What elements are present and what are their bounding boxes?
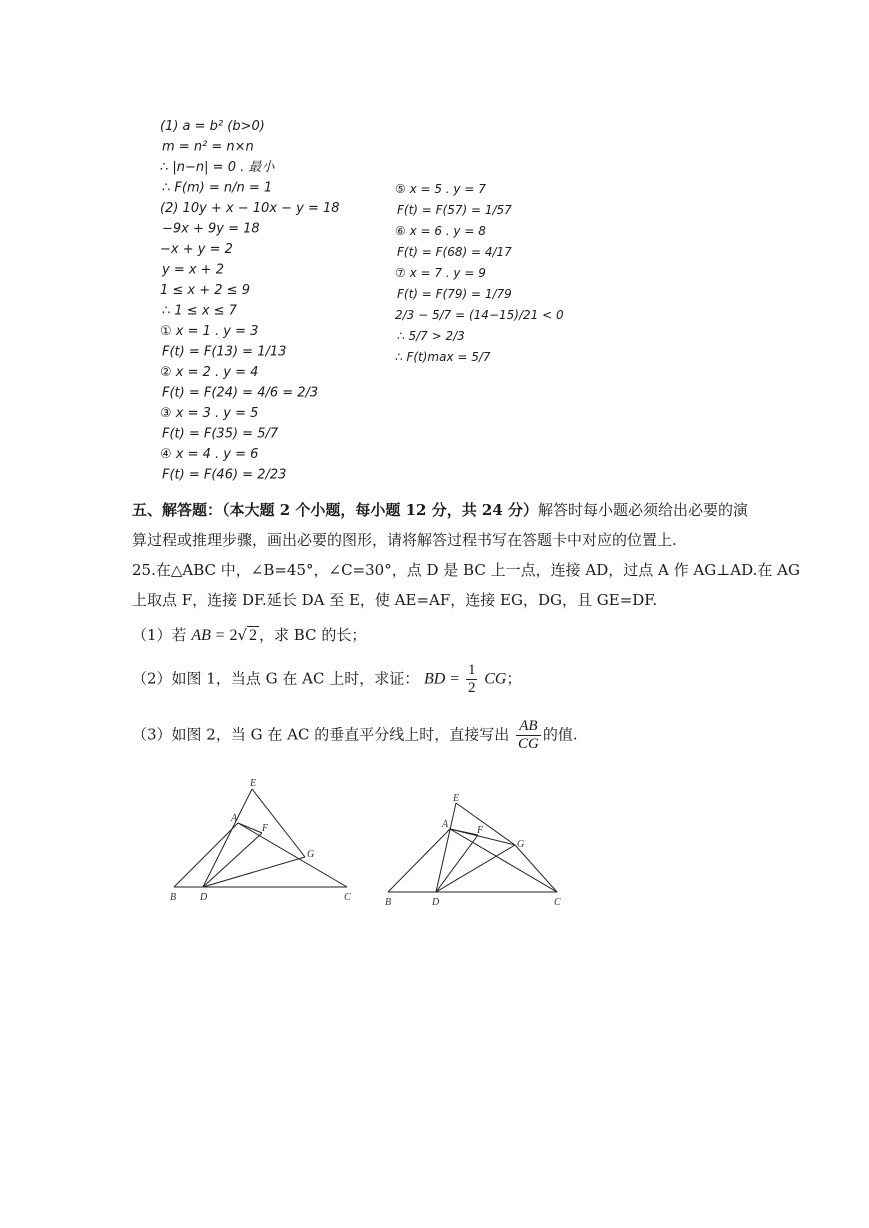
- hw-left-line: F(t) = F(24) = 4/6 = 2/3: [162, 385, 319, 401]
- fig1-line-df: [203, 833, 262, 887]
- hw-right-line: ∴ 5/7 > 2/3: [397, 329, 465, 343]
- fig1-line-dg: [203, 857, 305, 887]
- fig1-line-ba: [174, 823, 238, 887]
- q2-num: 1: [467, 662, 476, 678]
- question-3: [132, 718, 578, 753]
- q1-prefix: （1）若: [132, 626, 187, 644]
- hw-left-line: (2) 10y + x − 10x − y = 18: [160, 201, 340, 216]
- hw-left-line: (1) a = b² (b>0): [160, 119, 265, 134]
- fig2-line-dg: [436, 845, 515, 892]
- hw-left-line: ② x = 2 . y = 4: [160, 365, 259, 380]
- hw-right-line: ⑤ x = 5 . y = 7: [395, 182, 486, 196]
- hw-left-line: −x + y = 2: [160, 242, 233, 257]
- handwriting-left-column: [160, 119, 340, 483]
- fig1-line-af: [238, 823, 262, 833]
- q3-fraction: [516, 718, 541, 753]
- hw-left-line: −9x + 9y = 18: [162, 221, 260, 237]
- fig2-label-c: C: [554, 897, 561, 908]
- fig2-label-d: D: [432, 897, 440, 908]
- hw-right-line: ⑥ x = 6 . y = 8: [395, 224, 486, 238]
- section-instruction-2: 算过程或推理步骤，画出必要的图形，请将解答过程书写在答题卡中对应的位置上.: [132, 531, 677, 549]
- fig1-label-e: E: [250, 778, 257, 789]
- fig2-line-ac: [450, 829, 557, 892]
- hw-left-line: ∴ F(m) = n/n = 1: [162, 180, 273, 196]
- handwritten-answer-image: [150, 110, 570, 495]
- section-instruction-1: 解答时每小题必须给出必要的演: [538, 501, 749, 519]
- hw-left-line: ④ x = 4 . y = 6: [160, 447, 259, 462]
- q3-den: CG: [518, 736, 539, 752]
- q3-suffix: 的值.: [542, 725, 578, 744]
- fig2-label-f: F: [477, 825, 484, 836]
- hw-left-line: m = n² = n×n: [162, 139, 254, 155]
- fig1-label-c: C: [344, 892, 351, 903]
- handwriting-right-column: [395, 182, 564, 364]
- fig1-label-a: A: [231, 813, 238, 824]
- q2-prefix: （2）如图 1，当点 G 在 AC 上时，求证：: [132, 669, 420, 688]
- q1-lhs: AB: [191, 627, 211, 644]
- section-heading: 五、解答题：（本大题 2 个小题，每小题 12 分，共 24 分）: [132, 501, 539, 519]
- hw-left-line: 1 ≤ x + 2 ≤ 9: [160, 283, 250, 298]
- q2-suffix: ；: [506, 669, 522, 688]
- fig2-label-g: G: [517, 839, 525, 850]
- fig1-label-d: D: [200, 892, 208, 903]
- q1-eq: =: [215, 627, 225, 644]
- problem-stem-1: 25.在△ABC 中，∠B=45°，∠C=30°，点 D 是 BC 上一点，连接 AD，过点 A 作 AG⊥AD.在 AG: [132, 561, 800, 579]
- fig2-label-b: B: [385, 897, 392, 908]
- handwriting-canvas: [150, 110, 570, 495]
- fig2-line-eg: [456, 803, 515, 845]
- q2-eq: =: [450, 670, 460, 688]
- figure-2-labels: [385, 793, 561, 908]
- hw-left-line: F(t) = F(35) = 5/7: [162, 426, 279, 442]
- question-1: （1）若 AB = 2√ 2 ，求 BC 的长；: [132, 626, 367, 644]
- figure-2: [388, 803, 557, 892]
- fig2-line-gc: [515, 845, 557, 892]
- fig1-label-g: G: [307, 849, 315, 860]
- hw-left-line: ∴ |n−n| = 0 . 最小: [160, 160, 275, 175]
- figure-1: [174, 789, 347, 887]
- hw-right-line: F(t) = F(57) = 1/57: [397, 203, 512, 217]
- fig1-label-f: F: [262, 823, 269, 834]
- hw-left-line: F(t) = F(13) = 1/13: [162, 344, 287, 360]
- hw-left-line: ∴ 1 ≤ x ≤ 7: [162, 303, 237, 319]
- q2-rhs: CG: [484, 670, 507, 688]
- q1-suffix: ，求 BC 的长；: [259, 626, 367, 644]
- figures-canvas: [160, 775, 580, 915]
- q3-prefix: （3）如图 2，当 G 在 AC 的垂直平分线上时，直接写出: [132, 725, 510, 744]
- fig1-line-de: [203, 789, 252, 887]
- hw-right-line: F(t) = F(68) = 4/17: [397, 245, 512, 259]
- fig1-line-ac: [238, 823, 347, 887]
- hw-right-line: F(t) = F(79) = 1/79: [397, 287, 512, 301]
- q2-fraction: [466, 662, 478, 697]
- q1-root: 2: [249, 627, 258, 644]
- hw-left-line: F(t) = F(46) = 2/23: [162, 467, 287, 483]
- q1-coef: 2: [229, 627, 238, 644]
- q2-den: 2: [467, 680, 476, 696]
- fig2-label-e: E: [453, 793, 460, 804]
- hw-right-line: ∴ F(t)max = 5/7: [395, 350, 491, 364]
- question-2: [132, 662, 521, 697]
- figure-1-labels: [170, 778, 351, 903]
- problem-stem-2: 上取点 F，连接 DF.延长 DA 至 E，使 AE=AF，连接 EG，DG，且 GE=DF.: [132, 591, 658, 609]
- hw-left-line: y = x + 2: [162, 262, 224, 278]
- fig2-line-ba: [388, 829, 450, 892]
- hw-left-line: ③ x = 3 . y = 5: [160, 406, 259, 421]
- section-heading-line: [132, 500, 748, 520]
- q3-num: AB: [516, 718, 541, 736]
- geometry-figures: [160, 775, 580, 915]
- hw-right-line: 2/3 − 5/7 = (14−15)/21 < 0: [395, 308, 564, 322]
- fig2-label-a: A: [442, 819, 449, 830]
- fig1-label-b: B: [170, 892, 177, 903]
- q2-lhs: BD: [424, 670, 446, 688]
- hw-right-line: ⑦ x = 7 . y = 9: [395, 266, 486, 280]
- hw-left-line: ① x = 1 . y = 3: [160, 324, 259, 339]
